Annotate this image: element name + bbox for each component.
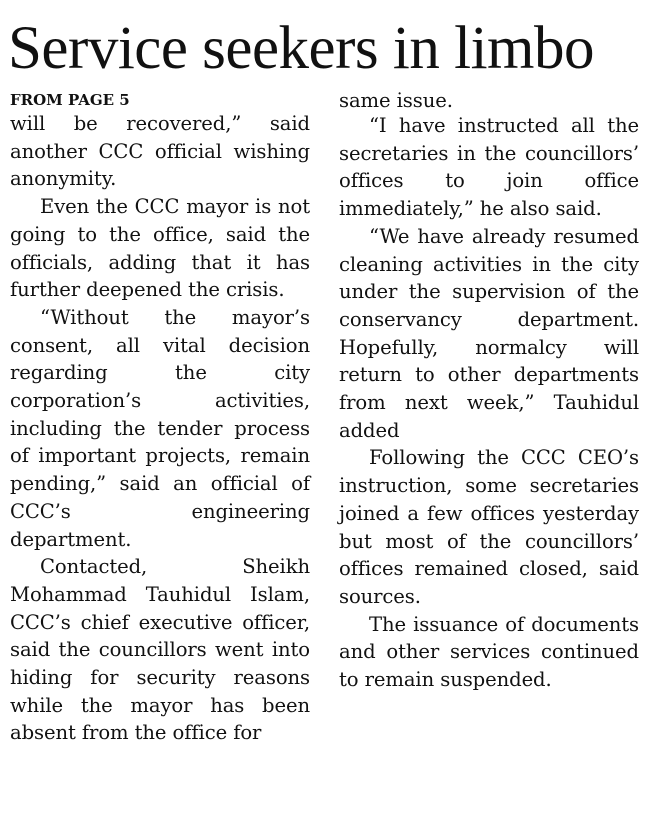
paragraph: “We have already resumed cleaning activities in the city under the supervision of the conservancy department. Hopefully, normalcy will return to other departments from next week,” Tauhidul added bbox=[339, 224, 639, 442]
right-column bbox=[339, 90, 639, 694]
paragraph: Even the CCC mayor is not going to the office, said the officials, adding that it has further deepened the crisis. bbox=[10, 195, 310, 302]
paragraph: “Without the mayor’s consent, all vital decision regarding the city corporation’s activities, including the tender process of important projects, remain pending,” said an official of CCC’s engineering department. bbox=[10, 305, 310, 551]
jump-folio: FROM PAGE 5 bbox=[10, 91, 130, 109]
headline: Service seekers in limbo bbox=[8, 15, 594, 82]
paragraph: Following the CCC CEO’s instruction, some secretaries joined a few offices yesterday but most of the councillors’ offices remained closed, said sources. bbox=[339, 446, 639, 608]
paragraph: will be recovered,” said another CCC official wishing anonymity. bbox=[10, 112, 310, 191]
paragraph: The issuance of documents and other services continued to remain suspended. bbox=[339, 612, 639, 692]
paragraph: Contacted, Sheikh Mohammad Tauhidul Islam, CCC’s chief executive officer, said the councillors went into hiding for security reasons while the mayor has been absent from the office for bbox=[10, 555, 310, 745]
paragraph: same issue. bbox=[339, 89, 453, 112]
left-column bbox=[10, 90, 310, 747]
paragraph: “I have instructed all the secretaries in the councillors’ offices to join office immediately,” he also said. bbox=[339, 114, 639, 221]
